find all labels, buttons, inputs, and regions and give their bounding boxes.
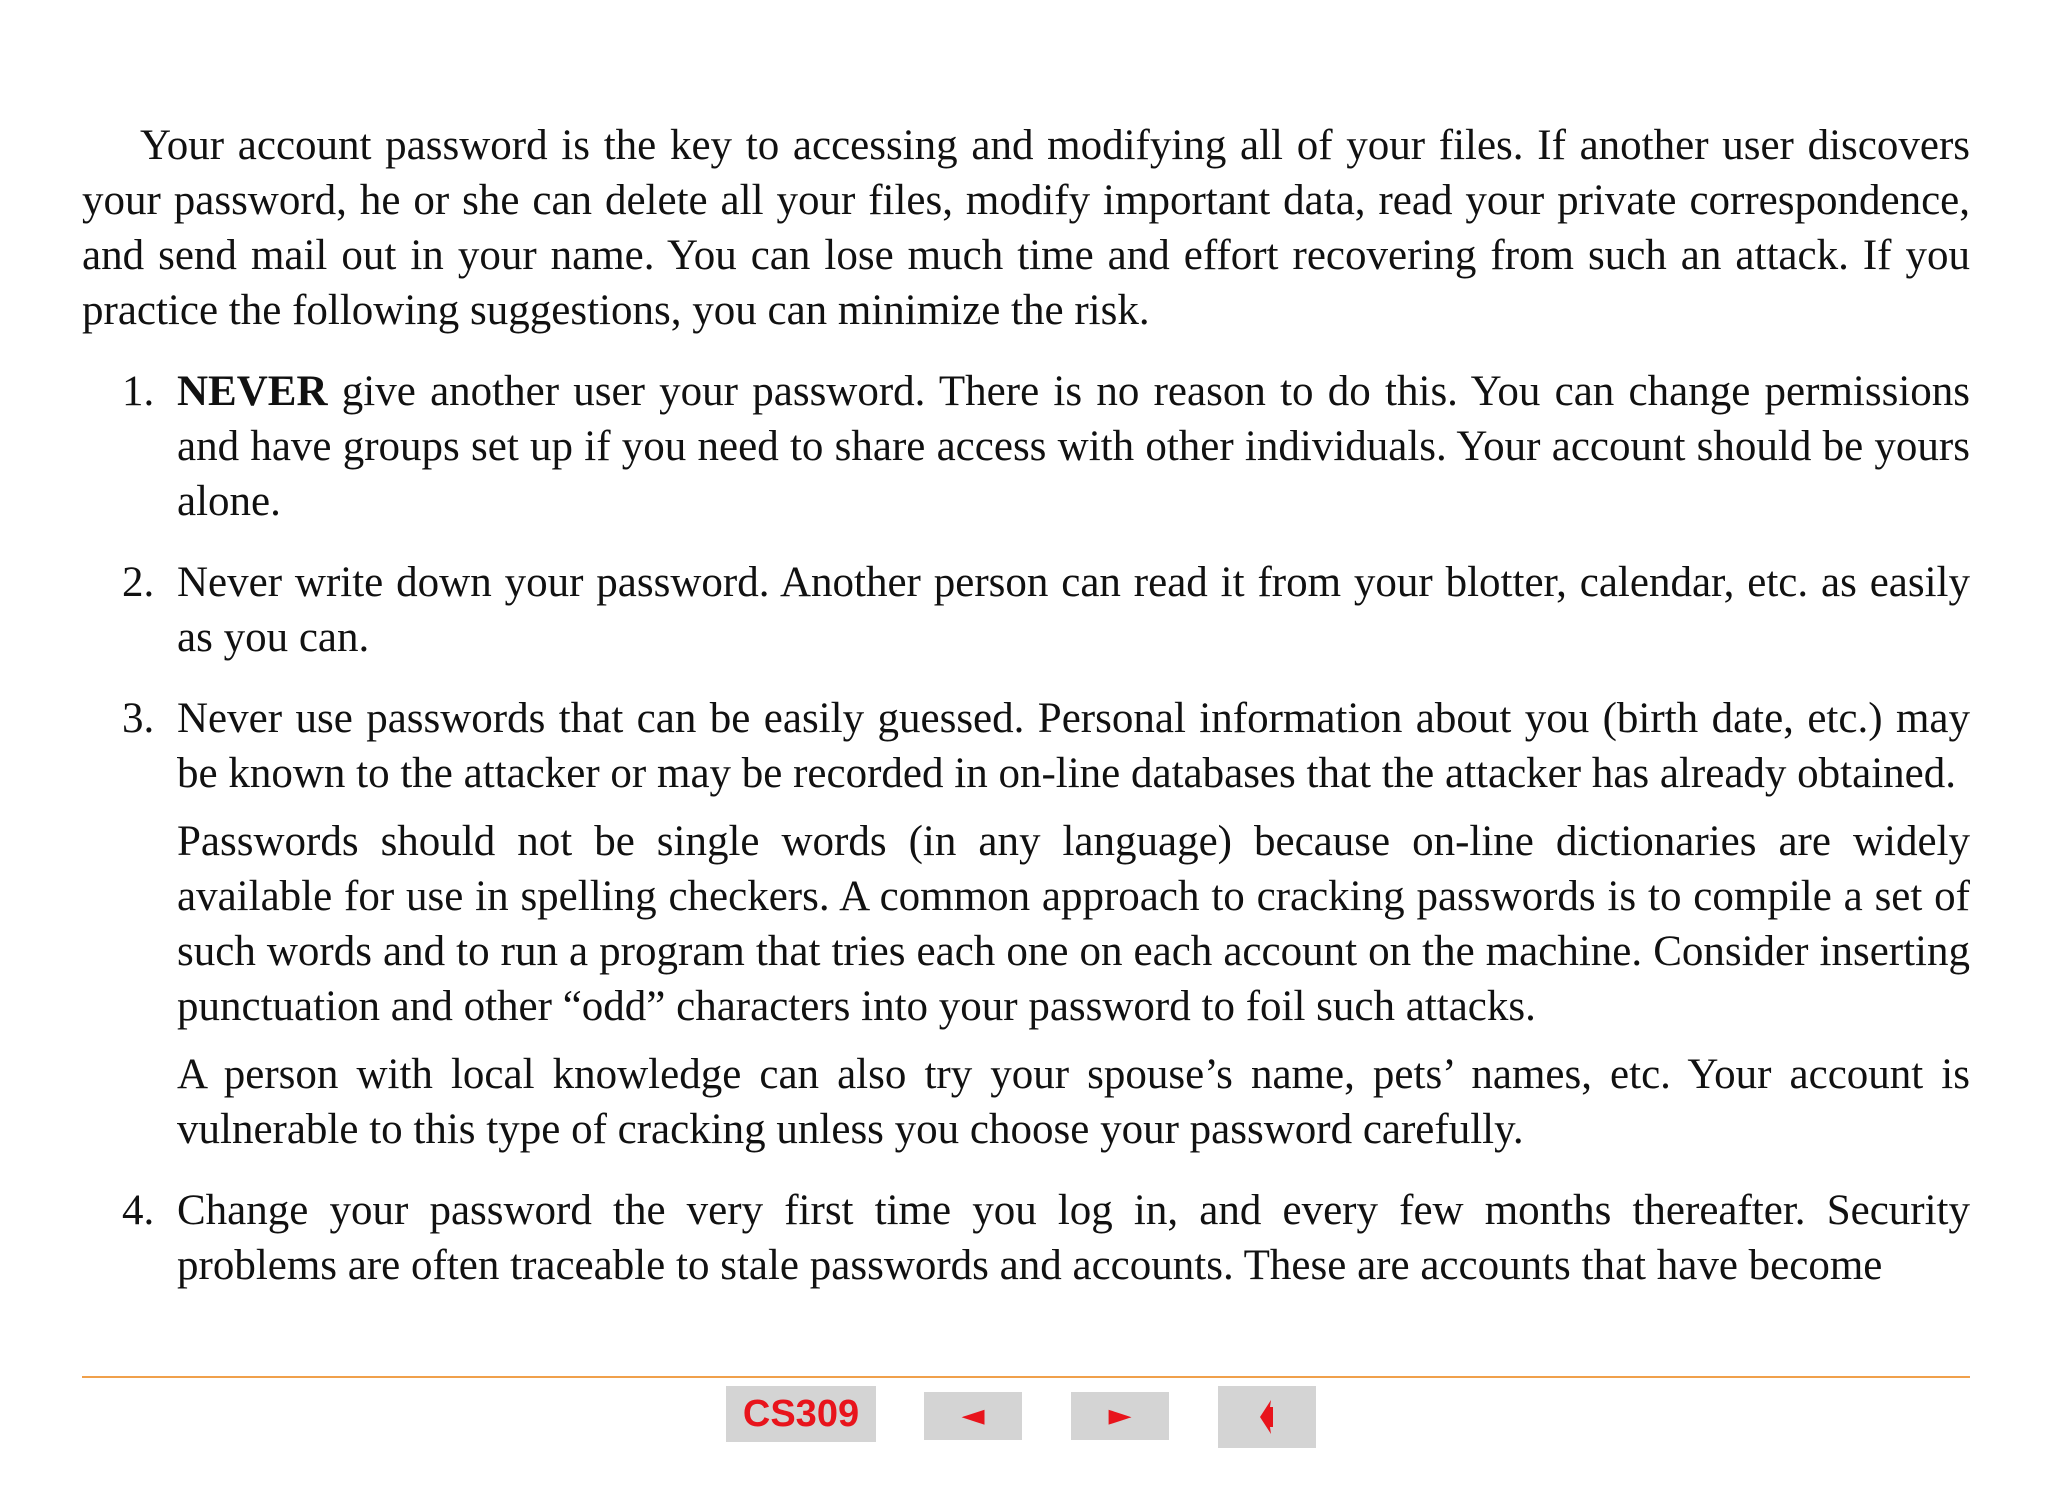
intro-paragraph: Your account password is the key to accessing and modifying all of your files. If another user discovers your password, he or she can delete all your files, modify important data, read your private correspondence, and send mail out in your name. You can lose much time and effort recovering from such an attack. If you practice the following suggestions, you can minimize the risk. — [82, 122, 1970, 334]
list-item — [82, 691, 1970, 1157]
list-item-number: 4. — [122, 1187, 155, 1234]
emphasis-text: NEVER — [177, 368, 328, 415]
document-body — [82, 118, 1970, 1319]
slide-footer — [0, 1386, 2048, 1446]
list-item-number: 2. — [122, 559, 155, 606]
list-item-number: 3. — [122, 695, 155, 742]
list-item-body: give another user your password. There is no reason to do this. You can change permissions and have groups set up if you need to share access with other individuals. Your account should be yours alone. — [177, 368, 1970, 525]
course-label[interactable]: CS309 — [726, 1386, 876, 1442]
list-item-text — [177, 364, 1970, 529]
list-item-paragraph: Passwords should not be single words (in any language) because on-line dictionaries are widely available for use in spelling checkers. A common approach to cracking passwords is to compile a set of such words and to run a program that tries each one on each account on the machine. Consider inserting punctuation and other “odd” characters into your password to foil such attacks. — [177, 818, 1970, 1030]
password-tips-list — [82, 364, 1970, 1293]
footer-divider — [82, 1376, 1970, 1378]
list-item-number: 1. — [122, 368, 155, 415]
back-arrow-icon — [1254, 1398, 1280, 1436]
list-item-text: Never write down your password. Another person can read it from your blotter, calendar, etc. as easily as you can. — [177, 559, 1970, 661]
list-item — [82, 364, 1970, 529]
list-item — [82, 555, 1970, 665]
right-arrow-icon: ► — [1108, 1398, 1132, 1433]
previous-page-button[interactable] — [924, 1392, 1022, 1440]
left-arrow-icon: ◄ — [961, 1398, 985, 1433]
list-item — [82, 1183, 1970, 1293]
list-item-paragraph: A person with local knowledge can also try your spouse’s name, pets’ names, etc. Your account is vulnerable to this type of cracking unless you choose your password carefully. — [177, 1051, 1970, 1153]
list-item-text: Never use passwords that can be easily guessed. Personal information about you (birth date, etc.) may be known to the attacker or may be recorded in on-line databases that the attacker has already obtained. — [177, 695, 1970, 797]
next-page-button[interactable] — [1071, 1392, 1169, 1440]
list-item-text: Change your password the very first time you log in, and every few months thereafter. Security problems are often traceable to stale passwords and accounts. These are accounts that have become — [177, 1187, 1970, 1289]
back-button[interactable] — [1218, 1386, 1316, 1448]
